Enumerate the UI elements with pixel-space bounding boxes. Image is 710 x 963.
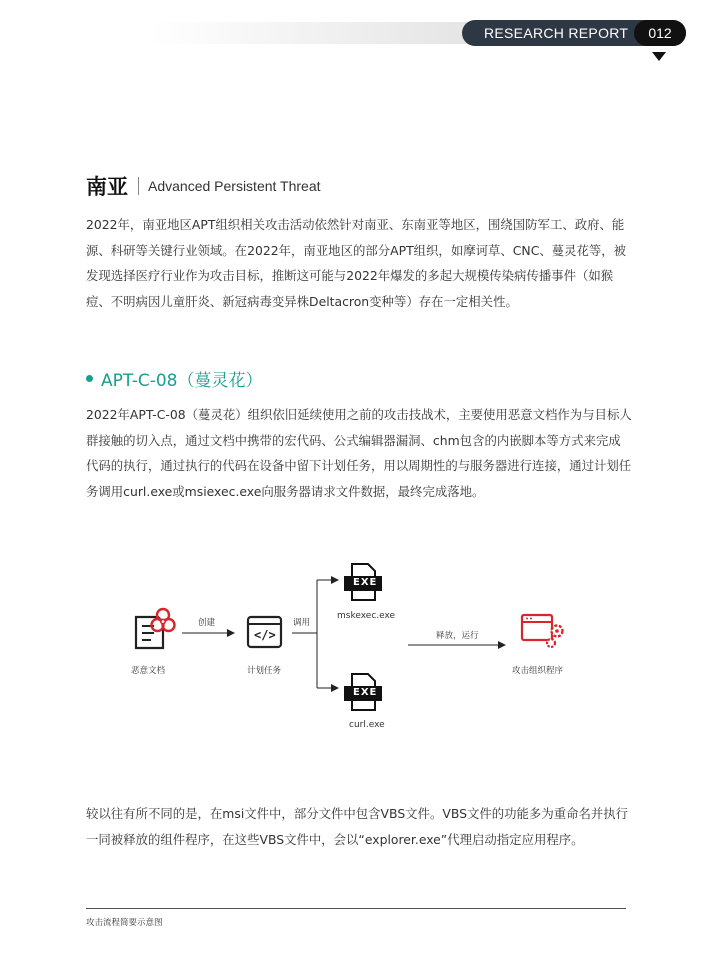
exe-badge-top: EXE [353, 577, 378, 588]
document-icon [136, 617, 163, 648]
diagram-canvas [0, 540, 710, 750]
label-malicious-doc: 恶意文档 [131, 666, 166, 676]
subsection-paragraph: 2022年APT-C-08（蔓灵花）组织依旧延续使用之前的攻击技战术，主要使用恶意文档作为与目标人群接触的切入点，通过文档中携带的宏代码、公式编辑器漏洞、chm包含的内嵌脚本等方式来完成代码的执行，通过执行的代码在设备中留下计划任务，用以周期性的与服务器进行连接，通过计划任务调用curl.exe或msiexec.exe向服务器请求文件数据，最终完成落地。 [86, 407, 632, 499]
closing-paragraph: 较以往有所不同的是，在msi文件中，部分文件中包含VBS文件。VBS文件的功能多为重命名并执行一同被释放的组件程序，在这些VBS文件中，会以“explorer.exe”代理启动指定应用程序。 [86, 806, 629, 847]
exe-badge-bottom: EXE [353, 687, 378, 698]
code-glyph: </> [254, 628, 276, 642]
attack-flow-diagram [0, 540, 710, 750]
label-curl: curl.exe [349, 720, 385, 730]
title-divider [138, 177, 139, 195]
label-invoke: 调用 [293, 618, 311, 628]
biohazard-icon [152, 609, 175, 631]
footer-divider [86, 908, 626, 909]
section-title-zh: 南亚 [86, 175, 128, 199]
page-number: 012 [634, 20, 686, 46]
header-decoration [150, 22, 480, 44]
triangle-down-icon [652, 52, 666, 61]
report-label: RESEARCH REPORT [484, 25, 629, 41]
footer-caption: 攻击流程简要示意图 [86, 918, 163, 928]
label-scheduled-task: 计划任务 [247, 666, 282, 676]
label-release-run: 释放，运行 [436, 631, 479, 641]
label-msiexec: mskexec.exe [337, 611, 396, 621]
subsection-title-text: APT-C-08（蔓灵花） [101, 371, 263, 391]
section-title-en: Advanced Persistent Threat [148, 178, 321, 194]
subsection-title [86, 366, 262, 391]
section-title [86, 172, 321, 200]
section-paragraph: 2022年，南亚地区APT组织相关攻击活动依然针对南亚、东南亚等地区，围绕国防军工、政府、能源、科研等关键行业领域。在2022年，南亚地区的部分APT组织，如摩诃草、CNC、蔓灵花等，被发现选择医疗行业作为攻击目标，推断这可能与2022年爆发的多起大规模传染病传播事件（如猴痘、不明病因儿童肝炎、新冠病毒变异株Deltacron变种等）存在一定相关性。 [86, 217, 627, 309]
bullet-dot-icon [86, 375, 93, 382]
label-attack-program: 攻击组织程序 [512, 666, 564, 676]
program-window-gear-icon [522, 615, 563, 647]
label-create: 创建 [198, 618, 216, 628]
